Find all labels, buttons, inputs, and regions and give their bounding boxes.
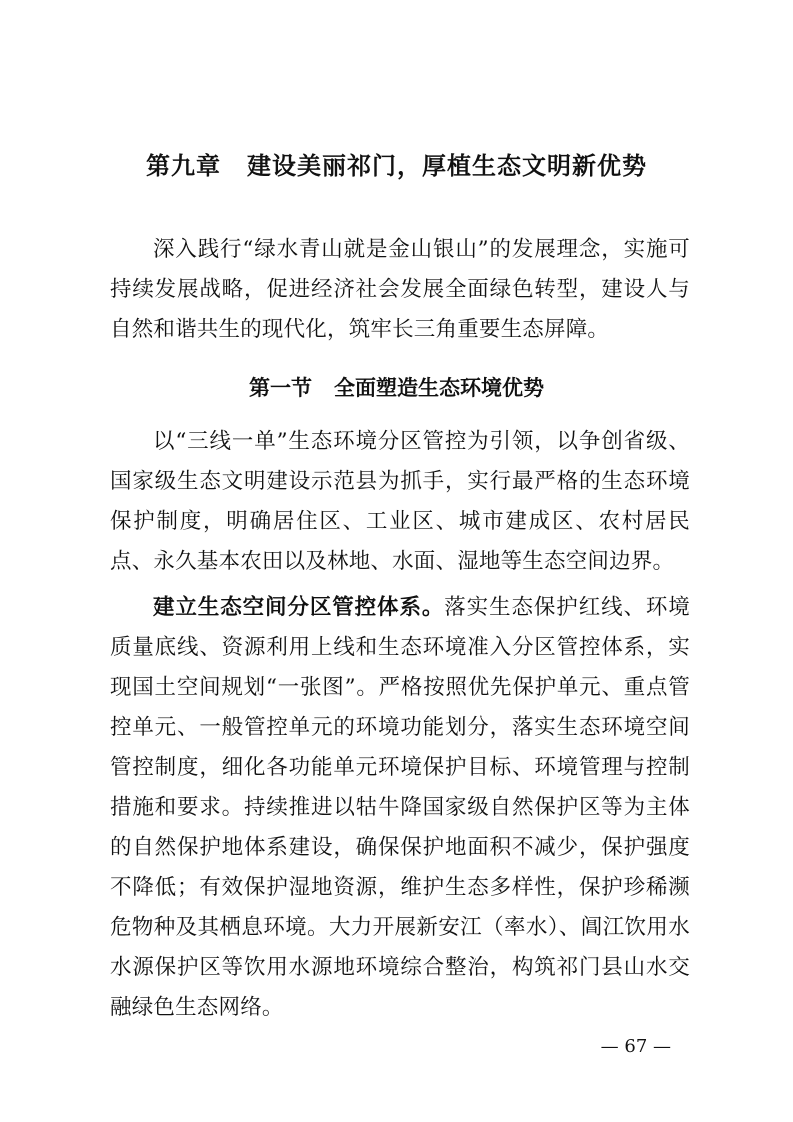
body-paragraph-text: 落实生态保护红线、环境质量底线、资源利用上线和生态环境准入分区管控体系，实现国土空间规划“一张图”。严格按照优先保护单元、重点管控单元、一般管控单元的环境功能划分，落实生态环境空间管控制度，细化各功能单元环境保护目标、环境管理与控制措施和要求。持续推进以牯牛降国家级自然保护区等为主体的自然保护地体系建设，确保保护地面积不减少，保护强度不降低；有效保护湿地资源，维护生态多样性，保护珍稀濒危物种及其栖息环境。大力开展新安江（率水）、阊江饮用水水源保护区等饮用水源地环境综合整治，构筑祁门县山水交融绿色生态网络。 (110, 595, 691, 1020)
intro-paragraph: 深入践行“绿水青山就是金山银山”的发展理念，实施可持续发展战略，促进经济社会发展全面绿色转型，建设人与自然和谐共生的现代化，筑牢长三角重要生态屏障。 (110, 237, 690, 342)
paragraph-block-2 (110, 588, 690, 1028)
body-paragraph (110, 588, 690, 1028)
section-number: 第一节 (249, 376, 312, 400)
page-number: — 67 — (600, 1036, 671, 1057)
section-title: 全面塑造生态环境优势 (334, 376, 544, 400)
body-paragraph-text: 以“三线一单”生态环境分区管控为引领，以争创省级、国家级生态文明建设示范县为抓手，实行最严格的生态环境保护制度，明确居住区、工业区、城市建成区、农村居民点、永久基本农田以及林地、水面、湿地等生态空间边界。 (110, 429, 690, 574)
chapter-heading (0, 148, 793, 184)
paragraph-lead-heading: 建立生态空间分区管控体系。 (153, 595, 445, 620)
paragraph-block-1 (110, 422, 690, 582)
chapter-number: 第九章 (146, 152, 221, 180)
section-heading (0, 370, 793, 406)
chapter-title: 建设美丽祁门，厚植生态文明新优势 (247, 152, 647, 180)
intro-paragraph-block (110, 230, 690, 350)
body-paragraph (110, 422, 690, 582)
